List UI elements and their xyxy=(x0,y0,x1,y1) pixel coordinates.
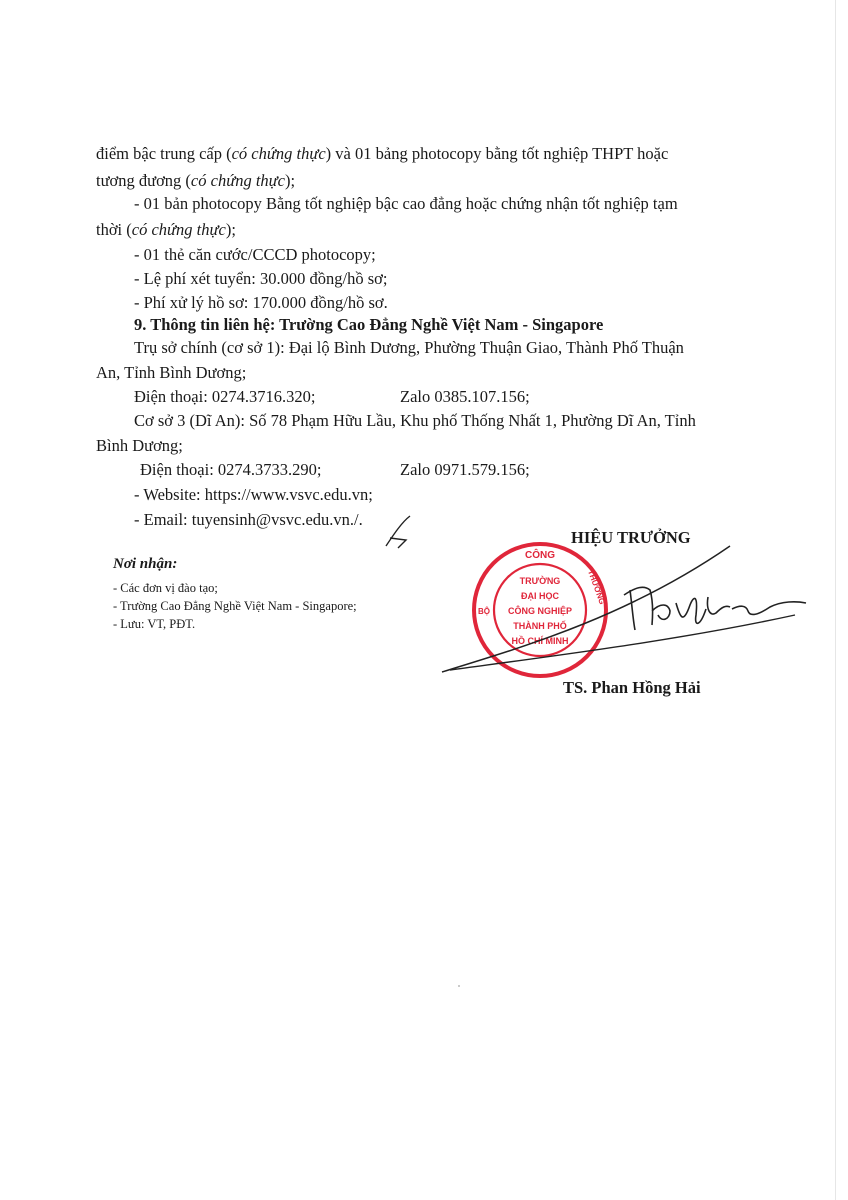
body-line-6: - Lệ phí xét tuyển: 30.000 đồng/hồ sơ; xyxy=(134,269,388,288)
body-line-4 xyxy=(96,220,236,240)
body-line-1 xyxy=(96,144,668,164)
body-line-3: - 01 bản photocopy Bằng tốt nghiệp bậc cao đẳng hoặc chứng nhận tốt nghiệp tạm xyxy=(134,194,678,213)
text-segment: điểm bậc trung cấp ( xyxy=(96,144,232,163)
seal-line: THÀNH PHỐ xyxy=(513,621,567,631)
body-line-9: Trụ sở chính (cơ sở 1): Đại lộ Bình Dương, Phường Thuận Giao, Thành Phố Thuận xyxy=(134,338,684,357)
text-segment: thời ( xyxy=(96,220,132,239)
body-line-5: - 01 thẻ căn cước/CCCD photocopy; xyxy=(134,245,376,264)
italic-segment: có chứng thực xyxy=(131,220,226,239)
signature-icon xyxy=(440,545,810,680)
text-segment: ); xyxy=(284,171,296,190)
recipient-item: - Trường Cao Đẳng Nghề Việt Nam - Singapore; xyxy=(113,599,357,613)
signer-name: TS. Phan Hồng Hải xyxy=(563,678,701,697)
body-line-2 xyxy=(96,171,295,191)
recipient-item: - Lưu: VT, PĐT. xyxy=(113,617,196,631)
scan-speck xyxy=(458,985,460,987)
body-line-13: Bình Dương; xyxy=(96,436,183,455)
recipients-title: Nơi nhận: xyxy=(113,556,178,572)
page-edge xyxy=(835,0,836,1200)
seal-top-text: CÔNG xyxy=(525,550,555,561)
recipient-item: - Các đơn vị đào tạo; xyxy=(113,581,218,595)
text-segment: ) và 01 bảng photocopy bằng tốt nghiệp THPT hoặc xyxy=(325,144,669,163)
section-heading: 9. Thông tin liên hệ: Trường Cao Đẳng Nghề Việt Nam - Singapore xyxy=(134,315,604,334)
body-line-12: Cơ sở 3 (Dĩ An): Số 78 Phạm Hữu Lầu, Khu phố Thống Nhất 1, Phường Dĩ An, Tỉnh xyxy=(134,411,696,430)
italic-segment: có chứng thực xyxy=(190,171,285,190)
seal-line: ĐẠI HỌC xyxy=(521,591,559,601)
zalo-main: Zalo 0385.107.156; xyxy=(400,387,530,406)
initial-mark-icon xyxy=(380,512,420,552)
seal-right-text: THƯƠNG xyxy=(585,568,607,606)
text-segment: tương đương ( xyxy=(96,171,191,190)
seal-line: HỒ CHÍ MINH xyxy=(511,636,569,646)
text-segment: ); xyxy=(225,220,236,239)
seal-left-text: BỘ xyxy=(478,607,490,616)
signer-title: HIỆU TRƯỞNG xyxy=(571,528,691,547)
phone-campus3: Điện thoại: 0274.3733.290; xyxy=(140,460,322,479)
italic-segment: có chứng thực xyxy=(231,144,326,163)
email-line: - Email: tuyensinh@vsvc.edu.vn./. xyxy=(134,510,363,529)
body-line-10: An, Tỉnh Bình Dương; xyxy=(96,363,247,382)
seal-line: TRƯỜNG xyxy=(519,576,561,586)
seal-line: CÔNG NGHIỆP xyxy=(507,606,573,616)
zalo-campus3: Zalo 0971.579.156; xyxy=(400,460,530,479)
website-line: - Website: https://www.vsvc.edu.vn; xyxy=(134,485,373,504)
body-line-7: - Phí xử lý hồ sơ: 170.000 đồng/hồ sơ. xyxy=(134,293,388,312)
phone-main: Điện thoại: 0274.3716.320; xyxy=(134,387,316,406)
